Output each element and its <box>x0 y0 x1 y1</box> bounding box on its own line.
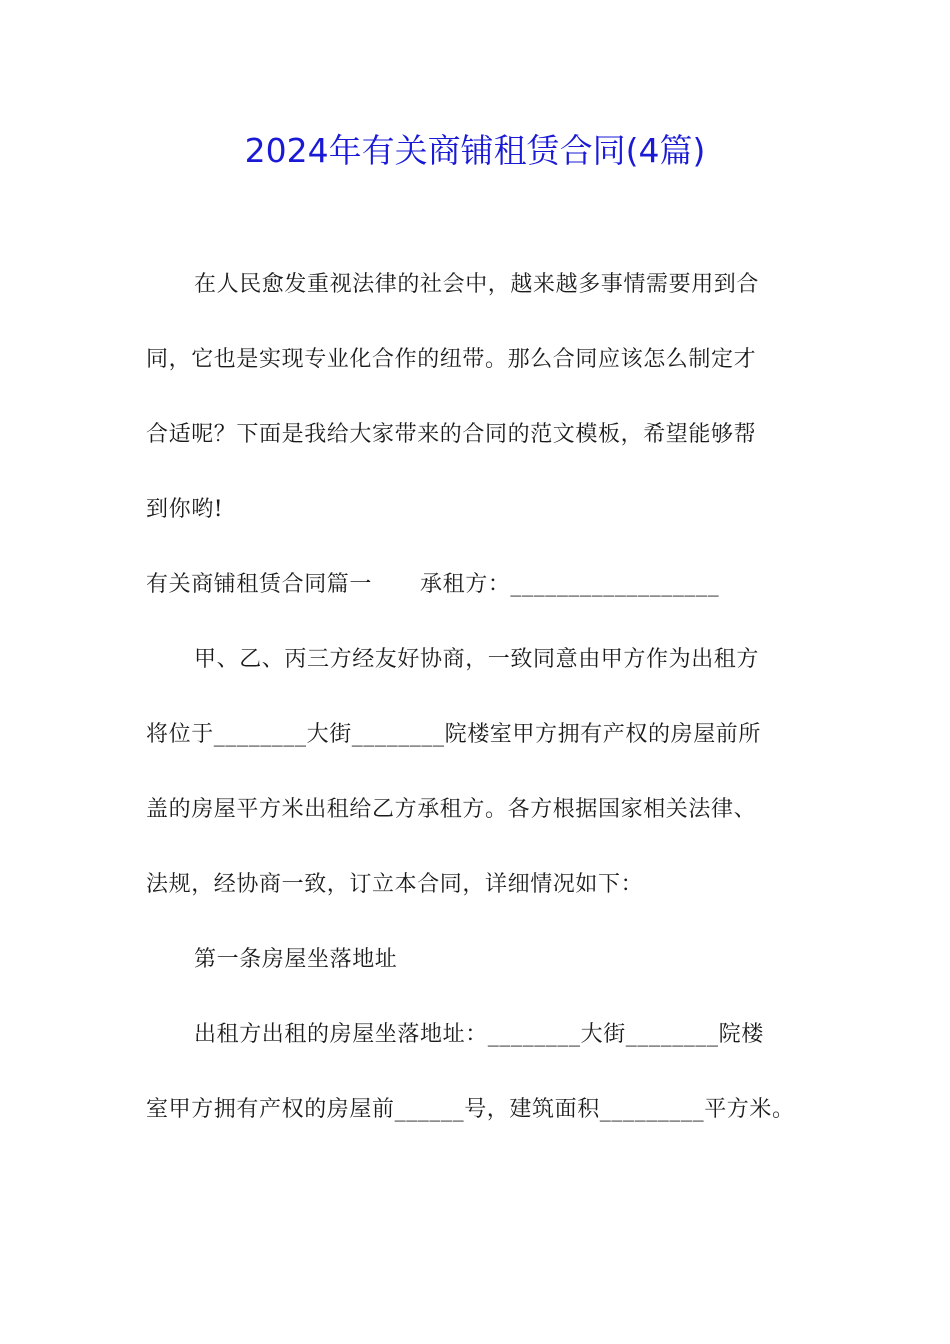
paragraph-line: 盖的房屋平方米出租给乙方承租方。各方根据国家相关法律、 <box>146 797 757 822</box>
lessee-field: 承租方：__________________ <box>420 572 720 597</box>
paragraph-line: 法规，经协商一致，订立本合同，详细情况如下： <box>146 872 644 897</box>
paragraph-line: 出租方出租的房屋坐落地址：________大街________院楼 <box>194 1022 764 1047</box>
article-heading: 第一条房屋坐落地址 <box>194 947 398 972</box>
paragraph-line: 到你哟! <box>146 497 224 522</box>
paragraph-line: 合适呢？下面是我给大家带来的合同的范文模板，希望能够帮 <box>146 422 757 447</box>
paragraph-line: 同，它也是实现专业化合作的纽带。那么合同应该怎么制定才 <box>146 347 757 372</box>
section-heading-row <box>146 568 826 602</box>
paragraph-line: 将位于________大街________院楼室甲方拥有产权的房屋前所 <box>146 722 762 747</box>
document-title: 2024年有关商铺租赁合同(4篇) <box>244 131 706 170</box>
section-heading: 有关商铺租赁合同篇一 <box>146 572 373 597</box>
paragraph-line: 甲、乙、丙三方经友好协商，一致同意由甲方作为出租方 <box>194 647 760 672</box>
paragraph-line: 室甲方拥有产权的房屋前______号，建筑面积_________平方米。 <box>146 1097 795 1122</box>
paragraph-line: 在人民愈发重视法律的社会中，越来越多事情需要用到合 <box>194 272 760 297</box>
